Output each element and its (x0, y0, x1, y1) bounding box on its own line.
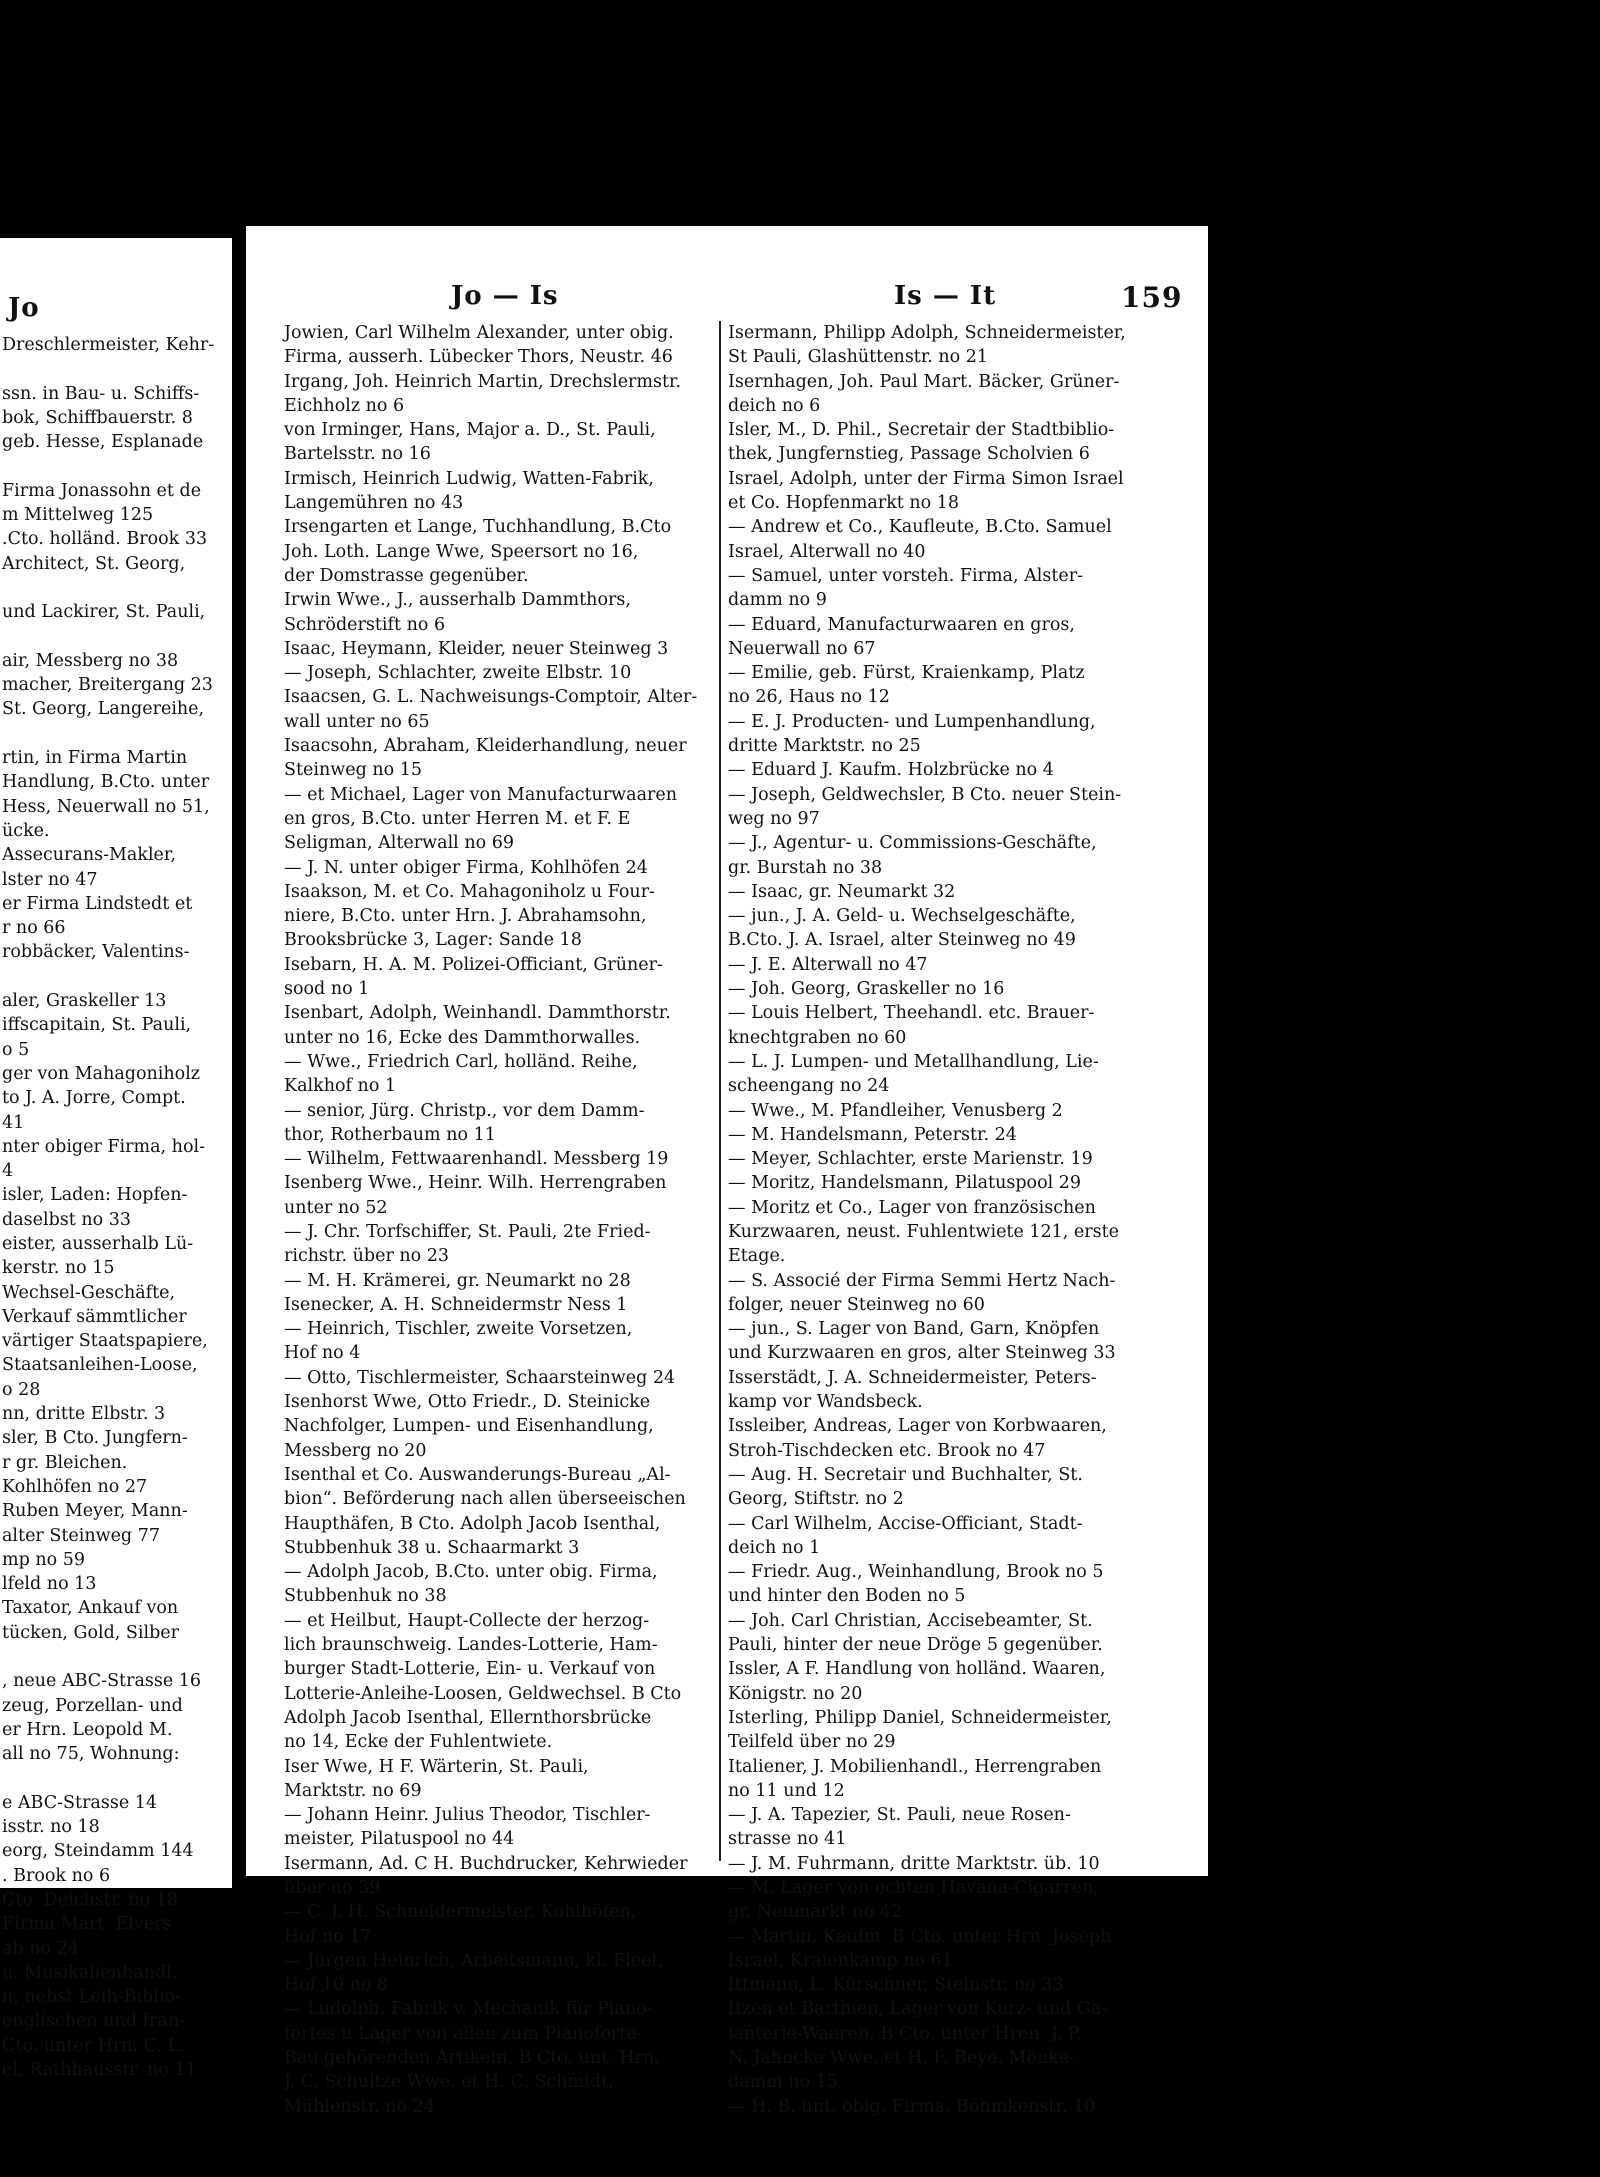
directory-line: er Hrn. Leopold M. (2, 1719, 173, 1740)
directory-line: en gros, B.Cto. unter Herren M. et F. E (284, 808, 631, 829)
directory-line: Hof 10 no 8 (284, 1975, 389, 1996)
directory-line: der Domstrasse gegenüber. (284, 565, 529, 586)
directory-line: — Friedr. Aug., Weinhandlung, Brook no 5 (728, 1562, 1104, 1583)
directory-line: — Wwe., M. Pfandleiher, Venusberg 2 (728, 1100, 1063, 1121)
directory-line: Königstr. no 20 (728, 1683, 863, 1704)
directory-line: Italiener, J. Mobilienhandl., Herrengraben (728, 1756, 1102, 1777)
directory-line (2, 625, 230, 649)
directory-line: . Brook no 6 (2, 1865, 111, 1886)
directory-line: Staatsanleihen-Loose, (2, 1355, 198, 1376)
directory-line: ab no 24 (2, 1938, 79, 1959)
directory-line: isstr. no 18 (2, 1817, 100, 1838)
directory-line: ücke. (2, 820, 50, 841)
directory-line: Isernhagen, Joh. Paul Mart. Bäcker, Grüner- (728, 371, 1120, 392)
directory-line: — Carl Wilhelm, Accise-Officiant, Stadt- (728, 1513, 1083, 1534)
directory-line: geb. Hesse, Esplanade (2, 432, 204, 453)
directory-line: Isaac, Heymann, Kleider, neuer Steinweg 3 (284, 638, 669, 659)
directory-line: — Joseph, Geldwechsler, B Cto. neuer Stein- (728, 784, 1122, 805)
directory-line: Adolph Jacob Isenthal, Ellernthorsbrücke (284, 1707, 652, 1728)
directory-line: Isaacsen, G. L. Nachweisungs-Comptoir, Alter- (284, 687, 698, 708)
directory-line: scheengang no 24 (728, 1076, 890, 1097)
left-running-head: Jo (8, 293, 40, 323)
directory-line: Handlung, B.Cto. unter (2, 772, 210, 793)
directory-line: Isenthal et Co. Auswanderungs-Bureau „Al- (284, 1464, 671, 1485)
directory-line: o 5 (2, 1039, 30, 1060)
right-page (246, 226, 1208, 2117)
directory-line: Brooksbrücke 3, Lager: Sande 18 (284, 930, 582, 951)
directory-line: Wechsel-Geschäfte, (2, 1282, 176, 1303)
directory-line: robbäcker, Valentins- (2, 942, 190, 963)
directory-line: Isenberg Wwe., Heinr. Wilh. Herrengraben (284, 1173, 667, 1194)
directory-line: — Joh. Carl Christian, Accisebeamter, St. (728, 1610, 1093, 1631)
directory-line: — senior, Jürg. Christp., vor dem Damm- (284, 1100, 645, 1121)
directory-line: weg no 97 (728, 808, 820, 829)
directory-line: Georg, Stiftstr. no 2 (728, 1489, 904, 1510)
directory-line (2, 965, 230, 989)
directory-line: e ABC-Strasse 14 (2, 1792, 158, 1813)
directory-line: Irsengarten et Lange, Tuchhandlung, B.Cto (284, 517, 672, 538)
left-page-column (2, 333, 230, 2082)
directory-line: Hof no 4 (284, 1343, 361, 1364)
page-number: 159 (1121, 281, 1183, 314)
directory-line: Firma Jonassohn et de (2, 480, 202, 501)
directory-line: Stroh-Tischdecken etc. Brook no 47 (728, 1440, 1046, 1461)
directory-line: — Jürgen Heinrich, Arbeitsmann, kl. Fleet, (284, 1950, 664, 1971)
directory-line: tücken, Gold, Silber (2, 1622, 180, 1643)
directory-line: — M. Handelsmann, Peterstr. 24 (728, 1124, 1017, 1145)
directory-line: lich braunschweig. Landes-Lotterie, Ham- (284, 1635, 658, 1656)
directory-line: — Emilie, geb. Fürst, Kraienkamp, Platz (728, 663, 1085, 684)
directory-line: nn, dritte Elbstr. 3 (2, 1404, 166, 1425)
directory-line: nter obiger Firma, hol- (2, 1136, 205, 1157)
directory-line: Cto. unter Hrn. C. L. (2, 2035, 185, 2056)
directory-line: Cto. Deichstr. no 18 (2, 1890, 179, 1910)
directory-line: Hof no 17 (284, 1926, 372, 1947)
directory-line (2, 1767, 230, 1791)
directory-line: Iser Wwe, H F. Wärterin, St. Pauli, (284, 1756, 589, 1777)
directory-line: Jowien, Carl Wilhelm Alexander, unter obig. (284, 323, 674, 343)
directory-line: n, nebst Leih-Biblio- (2, 1987, 181, 2008)
directory-line: ssn. in Bau- u. Schiffs- (2, 383, 200, 404)
directory-line: folger, neuer Steinweg no 60 (728, 1294, 985, 1315)
directory-line: bok, Schiffbauerstr. 8 (2, 407, 193, 428)
directory-line: Isenbart, Adolph, Weinhandl. Dammthorstr. (284, 1003, 671, 1024)
directory-line: Bau gehörenden Artikeln, B Cto. unt. Hrn. (284, 2048, 660, 2069)
directory-line: Kalkhof no 1 (284, 1076, 397, 1097)
directory-line: wall unter no 65 (284, 711, 430, 732)
directory-line: er Firma Lindstedt et (2, 893, 193, 914)
directory-line: und Lackirer, St. Pauli, (2, 602, 206, 623)
directory-line: eister, ausserhalb Lü- (2, 1233, 194, 1254)
directory-line: lfeld no 13 (2, 1574, 97, 1595)
directory-line: Israel, Alterwall no 40 (728, 541, 926, 562)
directory-line: deich no 1 (728, 1537, 821, 1558)
directory-line: — H. B. unt. obig. Firma, Böhmkenstr. 10 (728, 2096, 1096, 2117)
directory-line: isler, Laden: Hopfen- (2, 1185, 188, 1206)
directory-line: värtiger Staatspapiere, (2, 1331, 208, 1352)
directory-line: — C. J. H. Schneidermeister, Kohlhöfen, (284, 1902, 637, 1923)
directory-line: Kohlhöfen no 27 (2, 1476, 148, 1497)
directory-line: kerstr. no 15 (2, 1258, 115, 1279)
directory-line: Etage. (728, 1246, 786, 1267)
directory-line: — Heinrich, Tischler, zweite Vorsetzen, (284, 1319, 633, 1340)
directory-line: Messberg no 20 (284, 1440, 427, 1461)
directory-line: — J. M. Fuhrmann, dritte Marktstr. üb. 10 (728, 1853, 1100, 1874)
directory-line: Verkauf sämmtlicher (2, 1306, 187, 1327)
directory-line: ger von Mahagoniholz (2, 1063, 201, 1084)
directory-line: Kurzwaaren, neust. Fuhlentwiete 121, erste (728, 1221, 1119, 1242)
directory-line: — Samuel, unter vorsteh. Firma, Alster- (728, 565, 1083, 586)
directory-line: Isermann, Ad. C H. Buchdrucker, Kehrwieder (284, 1853, 688, 1874)
directory-line: Isaacsohn, Abraham, Kleiderhandlung, neuer (284, 736, 687, 757)
directory-line: — Otto, Tischlermeister, Schaarsteinweg 24 (284, 1367, 676, 1388)
directory-line: alter Steinweg 77 (2, 1525, 160, 1546)
directory-line: — Eduard J. Kaufm. Holzbrücke no 4 (728, 760, 1054, 781)
directory-line: Irwin Wwe., J., ausserhalb Dammthors, (284, 590, 631, 611)
directory-line: — J. E. Alterwall no 47 (728, 954, 928, 975)
directory-column-2 (728, 321, 1188, 2119)
directory-line: el, Rathhausstr. no 11 (2, 2060, 197, 2081)
directory-line: to J. A. Jorre, Compt. (2, 1088, 186, 1109)
directory-line: — Joh. Georg, Graskeller no 16 (728, 979, 1005, 1000)
directory-line: und Kurzwaaren en gros, alter Steinweg 33 (728, 1343, 1116, 1364)
directory-line: u. Musikalienhandl. (2, 1962, 178, 1983)
directory-line: — S. Associé der Firma Semmi Hertz Nach- (728, 1270, 1116, 1291)
directory-line: Isebarn, H. A. M. Polizei-Officiant, Grüner- (284, 954, 663, 975)
directory-line: lanterie-Waaren, B Cto. unter Hren. J. P. (728, 2023, 1082, 2044)
directory-line: iffscapitain, St. Pauli, (2, 1015, 192, 1036)
directory-line: Pauli, hinter der neue Dröge 5 gegenüber. (728, 1635, 1103, 1656)
directory-line: unter no 16, Ecke des Dammthorwalles. (284, 1027, 641, 1048)
directory-line: — Joseph, Schlachter, zweite Elbstr. 10 (284, 663, 632, 684)
directory-line: Langemühren no 43 (284, 493, 464, 514)
directory-line: Isterling, Philipp Daniel, Schneidermeister, (728, 1707, 1112, 1728)
directory-line: .Cto. holländ. Brook 33 (2, 529, 208, 550)
directory-line: — J. A. Tapezier, St. Pauli, neue Rosen- (728, 1805, 1071, 1826)
directory-line: St Pauli, Glashüttenstr. no 21 (728, 347, 989, 368)
directory-line: — Moritz, Handelsmann, Pilatuspool 29 (728, 1173, 1082, 1194)
directory-line: Isenecker, A. H. Schneidermstr Ness 1 (284, 1294, 628, 1315)
directory-line (2, 357, 230, 381)
directory-line: dritte Marktstr. no 25 (728, 736, 921, 757)
directory-line: macher, Breitergang 23 (2, 675, 213, 696)
directory-line: Irgang, Joh. Heinrich Martin, Drechslermstr. (284, 371, 682, 392)
directory-line: Taxator, Ankauf von (2, 1598, 179, 1619)
directory-line: niere, B.Cto. unter Hrn. J. Abrahamsohn, (284, 906, 647, 927)
directory-line: — J. N. unter obiger Firma, Kohlhöfen 24 (284, 857, 648, 878)
directory-line: Joh. Loth. Lange Wwe, Speersort no 16, (284, 541, 639, 562)
directory-line: all no 75, Wohnung: (2, 1744, 180, 1765)
directory-line: thek, Jungfernstieg, Passage Scholvien 6 (728, 444, 1090, 465)
directory-line: Israel, Adolph, unter der Firma Simon Israel (728, 468, 1124, 489)
directory-line: J. C. Schultze Wwe. et H. C. Schmidt, (284, 2072, 614, 2093)
directory-line: knechtgraben no 60 (728, 1027, 907, 1048)
directory-line: m Mittelweg 125 (2, 505, 154, 526)
directory-line: Ittmann, L. Kürschner, Steinstr. no 33 (728, 1975, 1064, 1996)
directory-line: strasse no 41 (728, 1829, 847, 1850)
running-head-right: Is — It (894, 281, 997, 311)
directory-line: et Co. Hopfenmarkt no 18 (728, 493, 960, 514)
directory-line: bion“. Beförderung nach allen überseeischen (284, 1489, 686, 1510)
directory-line: B.Cto. J. A. Israel, alter Steinweg no 49 (728, 930, 1076, 951)
directory-line: N. Jahncke Wwe. et H. F. Beye, Mönke- (728, 2048, 1076, 2069)
directory-line: Isermann, Philipp Adolph, Schneidermeister, (728, 323, 1126, 343)
directory-line: — Wilhelm, Fettwaarenhandl. Messberg 19 (284, 1149, 669, 1170)
directory-line: Isenhorst Wwe, Otto Friedr., D. Steinicke (284, 1392, 651, 1413)
directory-line: Israel, Kraienkamp no 61 (728, 1950, 953, 1971)
directory-line: — Meyer, Schlachter, erste Marienstr. 19 (728, 1149, 1093, 1170)
directory-line: Nachfolger, Lumpen- und Eisenhandlung, (284, 1416, 654, 1437)
directory-line: daselbst no 33 (2, 1209, 131, 1230)
directory-line: Isaakson, M. et Co. Mahagoniholz u Four- (284, 881, 655, 902)
directory-column-1 (284, 321, 698, 2119)
directory-line: — et Heilbut, Haupt-Collecte der herzog- (284, 1610, 650, 1631)
directory-line: Stubbenhuk 38 u. Schaarmarkt 3 (284, 1537, 580, 1558)
directory-line: 4 (2, 1161, 14, 1182)
directory-line: Teilfeld über no 29 (728, 1732, 896, 1753)
directory-line: — Ludolph, Fabrik v. Mechanik für Piano- (284, 1999, 653, 2020)
directory-line: air, Messberg no 38 (2, 650, 179, 671)
directory-line: gr. Burstah no 38 (728, 857, 883, 878)
directory-line: zeug, Porzellan- und (2, 1695, 183, 1716)
directory-line: Stubbenhuk no 38 (284, 1586, 447, 1607)
directory-line: — et Michael, Lager von Manufacturwaaren (284, 784, 678, 805)
directory-line: rtin, in Firma Martin (2, 748, 188, 769)
directory-line: Dreschlermeister, Kehr- (2, 335, 215, 355)
directory-line: Architect, St. Georg, (2, 553, 186, 574)
directory-line: gr. Neumarkt no 42 (728, 1902, 902, 1923)
directory-line: r no 66 (2, 918, 66, 939)
directory-line: Itzen et Barthien, Lager von Kurz- und Ga- (728, 1999, 1108, 2020)
left-page (0, 238, 232, 2081)
directory-line: — M. H. Krämerei, gr. Neumarkt no 28 (284, 1270, 631, 1291)
directory-line: Bartelsstr. no 16 (284, 444, 431, 465)
directory-line: und hinter den Boden no 5 (728, 1586, 966, 1607)
directory-line: — Aug. H. Secretair und Buchhalter, St. (728, 1464, 1083, 1485)
directory-line: — Martin, Kaufm. B Cto. unter Hrn. Joseph (728, 1926, 1112, 1947)
directory-line (2, 576, 230, 600)
directory-line: no 14, Ecke der Fuhlentwiete. (284, 1732, 553, 1753)
directory-line: thor, Rotherbaum no 11 (284, 1124, 496, 1145)
directory-line: Steinweg no 15 (284, 760, 422, 781)
directory-line: — Isaac, gr. Neumarkt 32 (728, 881, 956, 902)
column-divider (719, 321, 721, 1861)
directory-line: damm no 15 (728, 2072, 839, 2093)
directory-line: Firma, ausserh. Lübecker Thors, Neustr. 46 (284, 347, 673, 368)
directory-line: — jun., S. Lager von Band, Garn, Knöpfen (728, 1319, 1100, 1340)
directory-line: — Adolph Jacob, B.Cto. unter obig. Firma, (284, 1562, 658, 1583)
directory-line: — Wwe., Friedrich Carl, holländ. Reihe, (284, 1051, 638, 1072)
directory-line: Irmisch, Heinrich Ludwig, Watten-Fabrik, (284, 468, 654, 489)
directory-line: burger Stadt-Lotterie, Ein- u. Verkauf von (284, 1659, 656, 1680)
directory-line: Ruben Meyer, Mann- (2, 1501, 188, 1522)
directory-line: Isler, M., D. Phil., Secretair der Stadtbiblio- (728, 420, 1115, 441)
directory-line: englischen und fran- (2, 2011, 186, 2032)
running-head-left: Jo — Is (451, 281, 559, 311)
directory-line: über no 39 (284, 1878, 381, 1898)
directory-line: Firma Mart. Elvers (2, 1914, 172, 1935)
directory-line: richstr. über no 23 (284, 1246, 450, 1267)
directory-line: 41 (2, 1112, 25, 1133)
directory-line: Issleiber, Andreas, Lager von Korbwaaren, (728, 1416, 1107, 1437)
directory-line: no 11 und 12 (728, 1780, 845, 1801)
directory-line: lster no 47 (2, 869, 98, 890)
directory-line: r gr. Bleichen. (2, 1452, 128, 1473)
directory-line: — E. J. Producten- und Lumpenhandlung, (728, 711, 1096, 732)
directory-line: Hess, Neuerwall no 51, (2, 796, 210, 817)
directory-line: Mühlenstr. no 24 (284, 2096, 435, 2117)
directory-line: Seligman, Alterwall no 69 (284, 833, 514, 854)
directory-line: sood no 1 (284, 979, 370, 1000)
directory-line: — J., Agentur- u. Commissions-Geschäfte, (728, 833, 1097, 854)
directory-line: eorg, Steindamm 144 (2, 1841, 194, 1862)
directory-line: Lotterie-Anleihe-Loosen, Geldwechsel. B Cto (284, 1683, 682, 1704)
directory-line: unter no 52 (284, 1197, 388, 1218)
directory-line: — Eduard, Manufacturwaaren en gros, (728, 614, 1075, 635)
directory-line: — jun., J. A. Geld- u. Wechselgeschäfte, (728, 906, 1076, 927)
directory-line: Isserstädt, J. A. Schneidermeister, Peters- (728, 1367, 1097, 1388)
directory-line: Neuerwall no 67 (728, 638, 876, 659)
directory-line (2, 1645, 230, 1669)
directory-line: — Louis Helbert, Theehandl. etc. Brauer- (728, 1003, 1095, 1024)
directory-line: meister, Pilatuspool no 44 (284, 1829, 515, 1850)
directory-line (2, 722, 230, 746)
directory-line: o 28 (2, 1379, 41, 1400)
directory-line: Schröderstift no 6 (284, 614, 446, 635)
directory-line: — Moritz et Co., Lager von französischen (728, 1197, 1096, 1218)
directory-line: sler, B Cto. Jungfern- (2, 1428, 188, 1449)
directory-line: Issler, A F. Handlung von holländ. Waaren, (728, 1659, 1106, 1680)
directory-line: — J. Chr. Torfschiffer, St. Pauli, 2te Fried- (284, 1221, 651, 1242)
directory-line: , neue ABC-Strasse 16 (2, 1671, 202, 1692)
directory-line: — Johann Heinr. Julius Theodor, Tischler- (284, 1805, 651, 1826)
directory-line: deich no 6 (728, 395, 821, 416)
directory-line: Assecurans-Makler, (2, 845, 176, 866)
directory-line: aler, Graskeller 13 (2, 991, 167, 1012)
directory-line: Marktstr. no 69 (284, 1780, 422, 1801)
directory-line: Haupthäfen, B Cto. Adolph Jacob Isenthal, (284, 1513, 661, 1534)
directory-line: Eichholz no 6 (284, 395, 405, 416)
directory-line (2, 454, 230, 478)
directory-line: von Irminger, Hans, Major a. D., St. Pauli, (284, 420, 656, 441)
directory-line: — M. Lager von echten Havana-Cigarren, (728, 1878, 1099, 1898)
directory-line: — L. J. Lumpen- und Metallhandlung, Lie- (728, 1051, 1099, 1072)
directory-line: kamp vor Wandsbeck. (728, 1392, 923, 1413)
directory-line: fortes u Lager von allen zum Pianoforte- (284, 2023, 643, 2044)
directory-line: St. Georg, Langereihe, (2, 699, 205, 720)
directory-line: no 26, Haus no 12 (728, 687, 890, 708)
directory-line: — Andrew et Co., Kaufleute, B.Cto. Samuel (728, 517, 1112, 538)
directory-line: mp no 59 (2, 1549, 85, 1570)
directory-line: damm no 9 (728, 590, 827, 611)
